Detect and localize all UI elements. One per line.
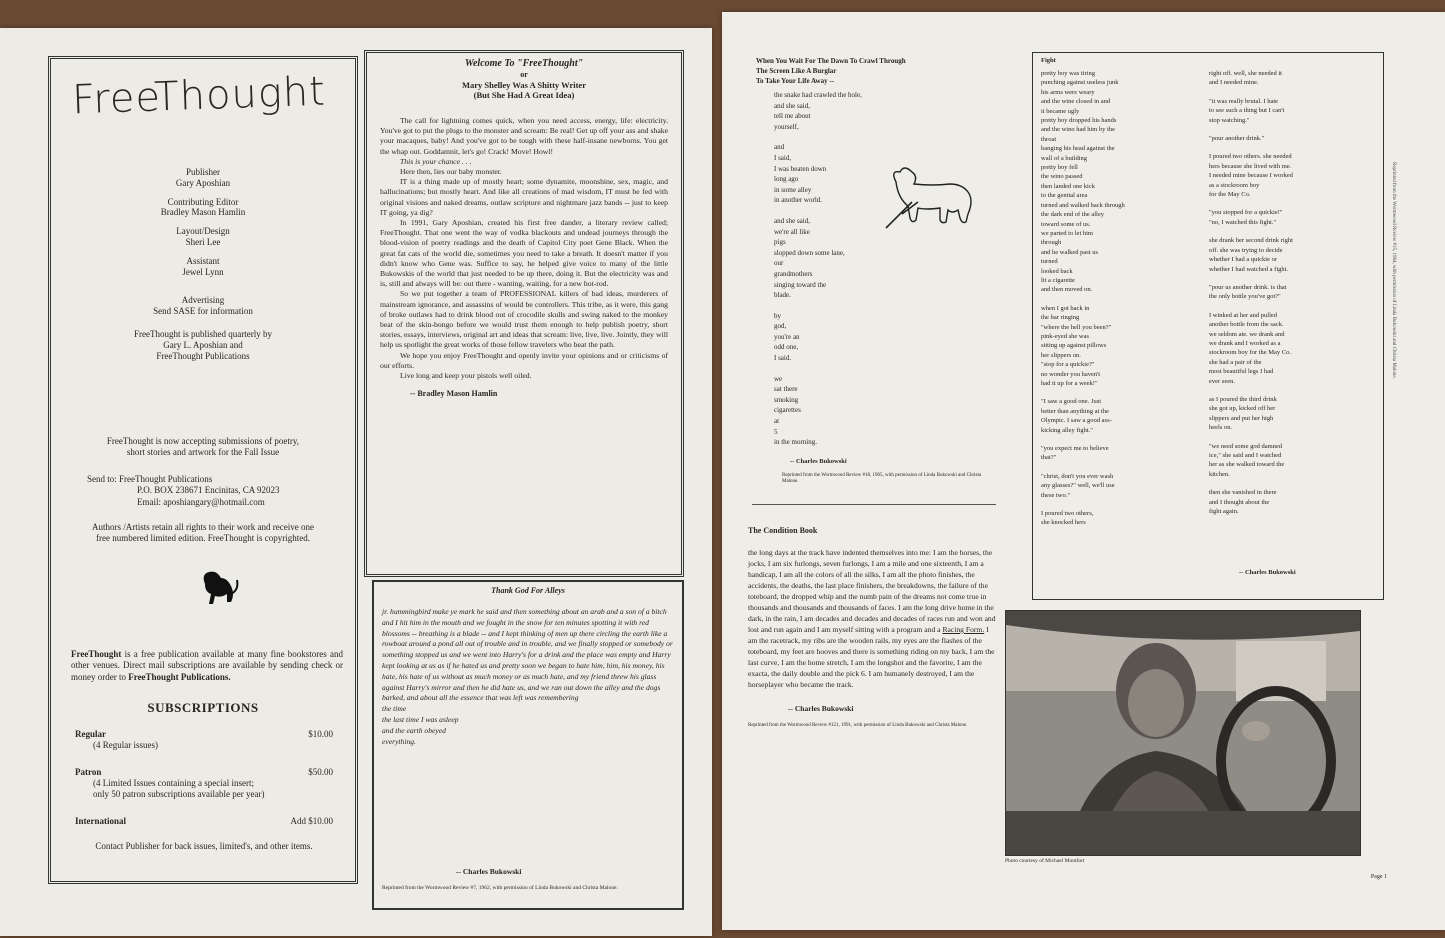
poem-line: ice," she said and I watched	[1209, 452, 1282, 459]
poem-line: "pour another drink."	[1209, 135, 1265, 143]
fight-credit: Reprinted from the Wormwood Review #15, 1964, with permission of Linda Bukowski and Christa Malone.	[1391, 162, 1396, 379]
credit-publisher: Publisher Gary Aposhian	[175, 167, 231, 188]
poem-line: and the wino had him by the	[1041, 126, 1116, 134]
poem-line: as I poured the third drink	[1209, 395, 1277, 403]
poem-line: the wino passed	[1041, 173, 1083, 181]
poem-line: odd one,	[774, 343, 799, 352]
poem-line: it became ugly	[1041, 107, 1080, 115]
poem-line: tell me about	[774, 112, 811, 121]
poem-line: "where the hell you been?"	[1041, 323, 1112, 331]
subscription-tiers	[75, 729, 333, 852]
poem-line: she knocked hers	[1041, 519, 1086, 527]
poem-line: she drank her second drink right	[1209, 237, 1293, 245]
masthead-title: FreeThought	[71, 68, 327, 124]
poem-line: "pour us another drink. is that	[1209, 283, 1287, 291]
poem-line	[1209, 125, 1377, 134]
poem-line: we	[774, 374, 783, 383]
fight-column-2	[1209, 69, 1377, 516]
dawn-author: -- Charles Bukowski	[790, 457, 847, 465]
poem-line: when I got back in	[1041, 304, 1090, 312]
poem-line: her as she walked toward the	[1209, 461, 1285, 469]
poem-line: and I needed mine.	[1209, 79, 1259, 87]
poem-line: 5	[774, 427, 778, 436]
poem-line	[1209, 386, 1377, 395]
poem-line: in the morning.	[774, 438, 817, 447]
credit-editor: Contributing Editor Bradley Mason Hamlin	[160, 196, 246, 218]
poem-line: I needed mine because I worked	[1209, 172, 1293, 180]
condition-author: -- Charles Bukowski	[788, 704, 854, 713]
poem-line	[1209, 302, 1377, 311]
poem-line: sat there	[774, 385, 798, 394]
submissions-note: FreeThought is now accepting submissions of poetry, short stories and artwork for the Fall Issue	[106, 436, 300, 457]
dog-sketch-illustration	[882, 162, 982, 234]
poem-line: and	[774, 143, 785, 152]
poem-line: ever seen.	[1209, 377, 1235, 385]
poem-line	[1209, 227, 1377, 236]
alleys-credit: Reprinted from the Wormwood Review #7, 1962, with permission of Linda Bukowski and Christa Malone.	[382, 885, 618, 891]
poem-line: "no, I watched this fight."	[1209, 218, 1277, 226]
free-publication-note: FreeThought is a free publication available at many fine bookstores and other venues. Direct mail subscriptions are available by sending check or money order to FreeThought Publications.	[71, 649, 344, 682]
poem-line: you're an	[774, 332, 800, 341]
left-page	[0, 28, 712, 936]
poem-line: and then moved on.	[1041, 286, 1093, 294]
poem-line: his arms were weary	[1041, 88, 1095, 96]
poem-line	[1041, 463, 1209, 472]
poem-line	[1209, 274, 1377, 283]
poem-line: at	[774, 417, 780, 426]
poem-line: stockroom boy for the May Co.	[1209, 349, 1291, 357]
poem-line: I said.	[774, 354, 792, 363]
dawn-title: When You Wait For The Dawn To Crawl Through The Screen Like A Burglar To Take Your Life Away --	[756, 57, 906, 85]
poem-line: off. she was trying to decide	[1209, 246, 1283, 254]
poem-line: pigs	[774, 238, 786, 247]
poem-line: pink-eyed she was	[1041, 332, 1090, 340]
fight-column-1	[1041, 69, 1209, 528]
poem-line: "I saw a good one. Just	[1041, 398, 1102, 406]
poem-line	[1041, 295, 1209, 304]
poem-line: lit a cigarette	[1041, 276, 1075, 284]
poem-line: whether I had a quickie or	[1209, 256, 1278, 264]
poem-line: no wonder you haven't	[1041, 370, 1101, 378]
welcome-box	[364, 50, 684, 577]
poem-line: these two."	[1041, 491, 1071, 499]
poem-line: any glasses?" well, we'll use	[1041, 482, 1115, 490]
credit-layout: Layout/Design Sheri Lee	[176, 226, 230, 247]
poem-line: whether I had watched a fight.	[1209, 265, 1289, 273]
poem-line: turned and walked back through	[1041, 201, 1125, 209]
poem-line: stop watching."	[1209, 116, 1250, 124]
poem-line: I was beaten down	[774, 164, 827, 173]
poem-line: "you expect me to believe	[1041, 445, 1109, 453]
poem-line: slopped down some lane,	[774, 248, 845, 257]
poem-line	[1041, 500, 1209, 509]
poem-line: throat	[1041, 135, 1057, 143]
fight-author: -- Charles Bukowski	[1239, 569, 1296, 576]
poem-line: we seldom ate. we drank and	[1209, 330, 1285, 338]
alleys-tail: the time the last time I was asleep and the earth obeyed everything.	[382, 704, 459, 746]
poem-line: to the genital area	[1041, 192, 1088, 200]
poem-line: heels on.	[1209, 424, 1233, 432]
poem-line	[1209, 479, 1377, 488]
contact-note: Contact Publisher for back issues, limited's, and other items.	[95, 841, 313, 852]
poem-line: and she said,	[774, 101, 810, 110]
fight-box	[1032, 52, 1384, 600]
poem-line: Olympic. I saw a good ass-	[1041, 417, 1112, 425]
poem-line: through	[1041, 239, 1062, 247]
poem-line: as a stockroom boy	[1209, 181, 1260, 189]
poem-line: we parted to let him	[1041, 229, 1093, 237]
poem-line: I said,	[774, 153, 792, 162]
poem-line: by	[774, 311, 781, 320]
fight-title: Fight	[1041, 57, 1056, 64]
poem-line: she had a pair of the	[1209, 358, 1262, 366]
right-page	[722, 12, 1445, 930]
poem-line	[774, 364, 996, 374]
poem-line: "christ, don't you ever wash	[1041, 472, 1114, 480]
poem-line: in another world.	[774, 196, 823, 205]
poem-line: and I thought about the	[1209, 498, 1270, 506]
welcome-or: or	[520, 70, 528, 79]
poem-line: toward some of us.	[1041, 220, 1091, 228]
poem-line: kicking alley fight."	[1041, 426, 1093, 434]
condition-book	[748, 526, 996, 729]
poem-line: banging his head against the	[1041, 145, 1115, 153]
poem-line: turned	[1041, 258, 1058, 266]
credit-assistant: Assistant Jewel Lynn	[182, 255, 224, 277]
poem-line: had it up for a week!"	[1041, 380, 1098, 387]
condition-credit: Reprinted from the Wormwood Review #121, 1991, with permission of Linda Bukowski and Christa Malone.	[748, 723, 968, 728]
poem-line: sitting up against pillows	[1041, 342, 1107, 350]
page-number: Page 1	[1370, 874, 1387, 880]
poem-line: "we need some god damned	[1209, 442, 1283, 450]
poem-line: the only bottle you've got?"	[1209, 293, 1281, 301]
tier-international: International Add $10.00	[75, 816, 333, 827]
poem-line: wall of a building	[1041, 154, 1088, 162]
poem-line: grandmothers	[774, 269, 813, 278]
poem-line: "you stopped for a quickie!"	[1209, 209, 1283, 217]
poem-line: the snake had crawled the hole,	[774, 91, 862, 99]
poem-line: another bottle from the sack.	[1209, 321, 1284, 329]
welcome-subtitle-1: Mary Shelley Was A Shitty Writer	[462, 79, 586, 90]
poem-line	[1041, 388, 1209, 397]
poem-line: pretty boy was tiring	[1041, 70, 1095, 77]
advertising: Advertising Send SASE for information	[153, 295, 253, 317]
poem-line: that?"	[1041, 454, 1057, 462]
poem-line: then she vanished in there	[1209, 489, 1277, 497]
tier-regular: Regular $10.00 (4 Regular issues)	[75, 729, 333, 750]
poem-line	[1209, 143, 1377, 152]
poem-line	[774, 301, 996, 311]
poem-line: we're all like	[774, 227, 810, 236]
poem-line: right off. well, she needed it	[1209, 70, 1282, 77]
poem-line: smoking	[774, 395, 799, 404]
poem-line	[1041, 435, 1209, 444]
alleys-body: jr. hummingbird make ye mark he said and then something about an arab and a son of a bitch and I hit him in the mouth and we fought in the snow for ten minutes spotting it with red blossoms -- breathing is a blade -- and I kept thinking of men up there circling the earth like a rowboat around a pond all out of trouble and in trouble, and we finally stopped or somebody or something stopped us and we went into Harry's for a drink and the place was empty and Harry kept looking at us as if he hated us and pretty soon we began to hate him, him, his money, his hate, his hate of us without as much money or as much hate, and my friend threw his glass against Harry's mirror and then he did hate us, and we ran out down the alley and the dogs barked, and about all the essence that was left was remembering	[382, 607, 673, 703]
poem-line: for the May Co.	[1209, 191, 1251, 199]
welcome-title: Welcome To "FreeThought"	[464, 58, 584, 69]
poem-line: hers because she lived with me.	[1209, 162, 1292, 170]
dawn-rule	[752, 504, 996, 505]
poem-line: and she said,	[774, 216, 810, 225]
poem-line: in some alley	[774, 185, 812, 194]
poem-line: pretty boy dropped his hands	[1041, 117, 1117, 125]
poem-line: the bar ringing	[1041, 314, 1080, 322]
poem-line: to see such a thing but I can't	[1209, 107, 1285, 115]
dawn-poem	[756, 56, 996, 485]
dawn-lines	[756, 90, 996, 448]
welcome-body: The call for lightning comes quick, when you need access, energy, life: electricity. You've got to put the plugs to the monster and scream: Be real! Get up off your ass and shake your macaques, baby! And you've got to be tough with these half-insane newborns. You get the whap out. Goddamnit, let's go! Crack! Move! Howl! This is your chance . . . Here then, lies our baby monster. IT is a thing made up of mostly heart; some dynamite, moonshine, sex, magic, and hallucinations; but mostly heart. And like all creations of mad wisdom, IT must be fed with original visions and naked dreams, outlaw scripture and nightmare jazz bands -- just to keep IT going, ya dig? In 1991, Gary Aposhian, created his first free dander, a literary review called; FreeThought. That one went the way of vodka blackouts and undead journeys through the blood-vision of poetry readings and the death of Capitol City poet Gene Black. When the great fat cats of the world die, sometimes you need to take a breath. It doesn't matter if you didn't know who Gene was. Suffice to say, he helped give voice to many of the little Bukowskis of the world that just needed to be up there, doing it. But the electricity was and is, still and always will be: out there - wanting, waiting, for a new hot-rod. So we put together a team of PROFESSIONAL killers of bad ideas, murderers of mainstream ignorance, and assassins of would be controllers. This tribe, as it were, this gang of broke outlaws had to drink blood out of crocodile skulls and swing naked to the monkey beat of the skin-bongo before we would trust them enough to help publish poetry, short stories, essays, interviews, original art and ideas that scream: live, live, live. Jointly, they will help us spotlight the great works of those fellow travelers who beat the path. We hope you enjoy FreeThought and openly invite your opinions and or criticisms of our efforts. Live long and keep your pistols well oiled.	[380, 115, 668, 381]
poem-line: kitchen.	[1209, 470, 1230, 478]
poem-line: I poured two others. she needed	[1209, 153, 1292, 161]
condition-title: The Condition Book	[748, 526, 818, 535]
poem-line: fight again.	[1209, 508, 1239, 516]
poem-line	[1209, 433, 1377, 442]
poem-line: her slippers on.	[1041, 351, 1081, 359]
welcome-subtitle-2: (But She Had A Great Idea)	[473, 89, 575, 100]
dawn-credit: Reprinted from the Wormwood Review #18, 1965, with permission of Linda Bukowski and Christa Malone.	[782, 472, 982, 484]
published-by: FreeThought is published quarterly by Gary L. Aposhian and FreeThought Publications	[134, 328, 272, 361]
monkey-logo	[191, 564, 241, 609]
photo-illustration	[1006, 611, 1360, 855]
poem-line: cigarettes	[774, 406, 801, 415]
rights-note: Authors /Artists retain all rights to their work and receive one free numbered limited edition. FreeThought is copyrighted.	[92, 522, 314, 543]
poem-line: "stop for a quickie?"	[1041, 361, 1095, 369]
bukowski-driving-photo	[1005, 610, 1361, 856]
masthead-box	[48, 56, 358, 884]
poem-line: and the wine closed in and	[1041, 98, 1111, 106]
poem-line: and he walked past us	[1041, 248, 1099, 256]
poem-line: I winked at her and pulled	[1209, 311, 1278, 319]
poem-line: looked back	[1041, 267, 1073, 275]
poem-line: then landed one kick	[1041, 182, 1095, 190]
condition-body: the long days at the track have indented themselves into me: I am the horses, the jocks, I am six furlongs, seven furlongs, I am a mile and one sixteenth, I am a handicap, I am all the colors of all the silks, I am all the photo finishes, the accidents, the deaths, the last place finishers, the breakdowns, the failure of the toteboard, the dropped whip and the numb pain of the dreams not come true in thousands and thousands and thousands of faces. I am the long drive home in the dark, in the rain, I am decades and decades and decades of races run and won and lost and run again and I am myself sitting with a program and a Racing Form. I am the racetrack, my ribs are the wooden rails, my eyes are the flashes of the toteboard, my feet are hooves and there is something riding on my back, I am the last curve, I am the home stretch, I am the longshot and the favorite, I am the exacta, the daily double and the pick 6. I am humanely destroyed, I am the horseplayer who became the track.	[748, 548, 996, 689]
alleys-box	[372, 580, 684, 910]
poem-line: better than anything at the	[1041, 407, 1109, 415]
welcome-signature: -- Bradley Mason Hamlin	[410, 389, 498, 399]
alleys-title: Thank God For Alleys	[491, 586, 565, 595]
poem-line	[774, 132, 996, 142]
photo-caption: Photo courtesy of Michael Montfort	[1005, 858, 1085, 864]
poem-line: yourself,	[774, 122, 799, 131]
poem-line: "it was really brutal. I hate	[1209, 97, 1279, 105]
poem-line: most beautiful legs I had	[1209, 368, 1274, 376]
poem-line	[1209, 88, 1377, 97]
subscriptions-heading: SUBSCRIPTIONS	[147, 700, 259, 715]
poem-line: we drank and I worked as a	[1209, 339, 1281, 347]
poem-line: our	[774, 259, 784, 268]
poem-line: blade.	[774, 291, 791, 300]
poem-line: she got up, kicked off her	[1209, 405, 1276, 413]
poem-line: I poured two others,	[1041, 510, 1094, 518]
poem-line: punching against useless junk	[1041, 79, 1119, 87]
send-to: Send to: FreeThought Publications P.O. BOX 238671 Encinitas, CA 92023 Email: aposhiangary@hotmail.com	[87, 474, 280, 507]
poem-line: pretty boy fell	[1041, 164, 1078, 172]
alleys-author: -- Charles Bukowski	[456, 867, 522, 876]
poem-line: the dark end of the alley	[1041, 211, 1104, 219]
poem-line: god,	[774, 322, 787, 331]
poem-line: singing toward the	[774, 280, 827, 289]
credits	[51, 167, 355, 361]
poem-line: slippers and put her high	[1209, 414, 1274, 422]
poem-line: long ago	[774, 175, 799, 184]
tier-patron: Patron $50.00 (4 Limited Issues containing a special insert; only 50 patron subscriptions available per year)	[75, 767, 333, 800]
poem-line	[1209, 199, 1377, 208]
